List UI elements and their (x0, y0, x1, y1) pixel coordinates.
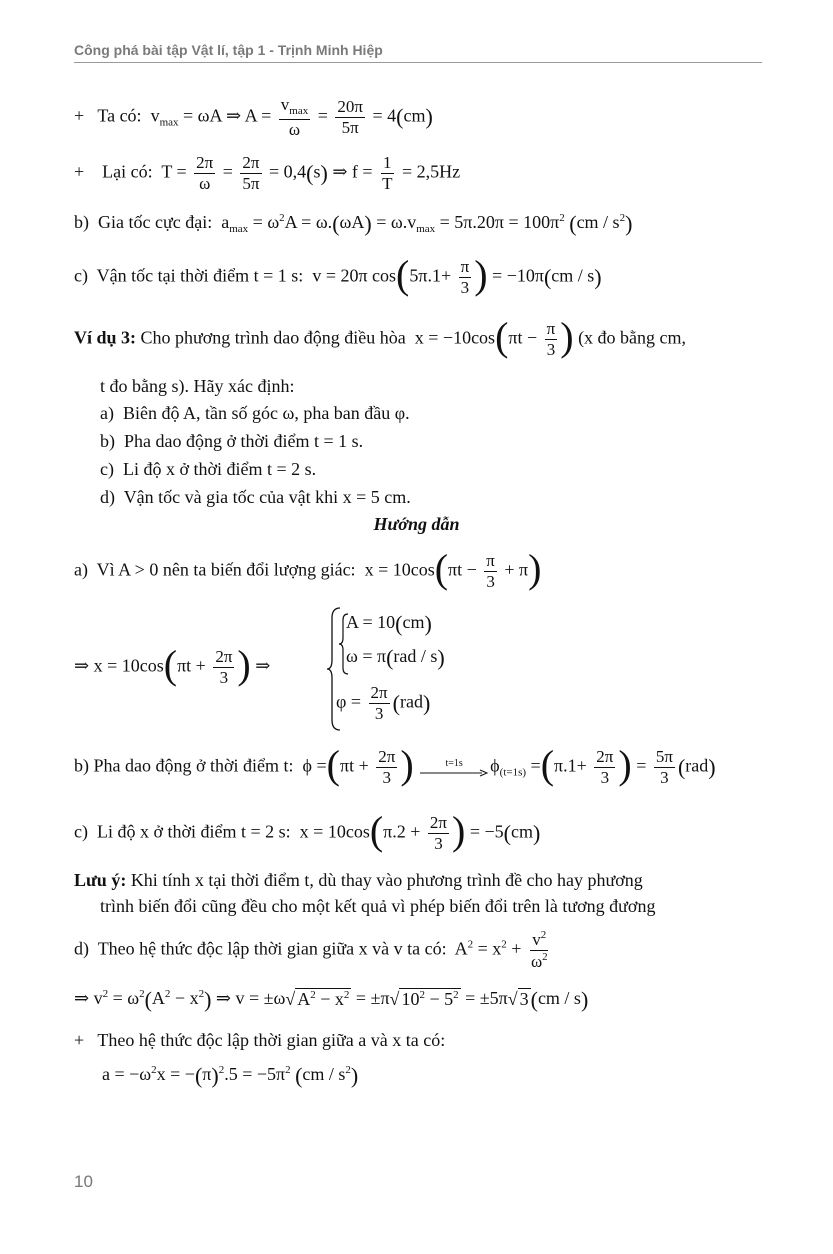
guide-heading: Hướng dẫn (373, 514, 460, 534)
fraction: $\frac{2\pi}{3}$ (429, 813, 447, 853)
note-line2: trình biến đổi cũng đều cho một kết quả vì phép biến đổi trên là tương đương (100, 896, 656, 916)
fraction: $\frac{1}{T}$ (382, 153, 393, 193)
sqrt-sign: √ 3 (507, 989, 529, 1010)
fraction: $\frac{v^2}{\omega^2}$ (530, 929, 548, 971)
example-3-line2: t đo bằng s). Hãy xác định: (100, 376, 295, 396)
fraction: $\frac{2\pi}{3}$ (215, 647, 233, 687)
eq-line-amax: b) Gia tốc cực đại: $a_{max} = \omega^2A = \omega.(\omega A) = \omega.v_{max} = 5\pi.20\pi = 100\pi^2$ $(cm / s^2)$ (74, 210, 633, 236)
fraction: $\frac{20\pi}{5\pi}$ (337, 96, 363, 137)
fraction: $\frac{\pi}{3}$ (460, 257, 470, 297)
solution-e-line2: $a = -\omega^2x = -(\pi)^2.5 = -5\pi^2$ $(cm / s^2)$ (102, 1062, 359, 1088)
sqrt-sign: √ $10^2 - 5^2$ (389, 989, 459, 1010)
solution-d-line2: ⇒ $v^2 = \omega^2(A^2 - x^2)$ ⇒ v = ±ω√ $A^2 - x^2 = \pm\pi√$ $10^2 - 5^2 = \pm 5\pi√$ 3(cm / s) (74, 986, 589, 1012)
fraction: $\frac{2\pi}{5\pi}$ (242, 153, 260, 193)
fraction: $\frac{\pi}{3}$ (546, 319, 556, 359)
running-header: Công phá bài tập Vật lí, tập 1 - Trịnh Minh Hiệp (74, 42, 762, 63)
solution-a-line1: a) Vì A > 0 nên ta biến đổi lượng giác: x = 10cos(πt − $\frac{\pi}{3}$ + π) (74, 546, 542, 592)
page-number: 10 (74, 1172, 93, 1191)
solution-d-line1: d) Theo hệ thức độc lập thời gian giữa x và v ta có: $A^2 = x^2$ + $\frac{v^2}{\omega^2}$ (74, 929, 548, 971)
eq-line-velocity: c) Vận tốc tại thời điểm t = 1 s: v = 20π cos(5π.1+ $\frac{\pi}{3}$ ) = −10π(cm / s) (74, 252, 602, 298)
solution-b: b) Pha dao động ở thời điểm t: ϕ =(πt + $\frac{2\pi}{3}$ ) t=1s $\phi_{(t=1s)} =(\pi.1+$ $\frac{2\pi}{3}$ ) = $\frac{5\pi}{3}$ (rad) (74, 742, 716, 788)
solution-c: c) Li độ x ở thời điểm t = 2 s: x = 10cos(π.2 + $\frac{2\pi}{3}$ ) = −5(cm) (74, 808, 541, 854)
example-3-statement: Ví dụ 3: Cho phương trình dao động điều hòa x = −10cos(πt − $\frac{\pi}{3}$ ) (x đo bằng cm, (74, 314, 687, 360)
fraction: $\frac{\pi}{3}$ (486, 551, 495, 591)
sqrt-sign: √ $A^2 - x^2$ (285, 989, 350, 1010)
solution-e-line1: + Theo hệ thức độc lập thời gian giữa a và x ta có: (74, 1030, 446, 1050)
question-a: a) Biên độ A, tần số góc ω, pha ban đầu φ. (100, 403, 410, 423)
long-arrow-icon: t=1s (420, 758, 488, 777)
question-d: d) Vận tốc và gia tốc của vật khi x = 5 cm. (100, 487, 411, 507)
parameter-system: A = 10(cm) ω = π(rad / s) φ = $\frac{2\pi}{3}$ (rad) (326, 606, 466, 732)
eq-line-period: + Lại có: T = $\frac{2\pi}{\omega}$ = $\frac{2\pi}{5\pi}$ = 0,4(s) ⇒ f = $\frac{1}{T}$ = 2,5Hz (74, 153, 461, 193)
fraction: $\frac{v_{max}}{\omega}$ (280, 95, 309, 139)
fraction: $\frac{5\pi}{3}$ (655, 747, 673, 787)
question-b: b) Pha dao động ở thời điểm t = 1 s. (100, 431, 364, 451)
eq-line-vmax: + Ta có: $v_{max} = \omega A$ ⇒ A = $\frac{v_{max}}{\omega}$ = $\frac{20\pi}{5\pi}$ = 4(cm) (74, 95, 433, 139)
fraction: $\frac{2\pi}{3}$ (370, 683, 388, 723)
fraction: $\frac{2\pi}{3}$ (378, 747, 396, 787)
fraction: $\frac{2\pi}{\omega}$ (196, 153, 214, 193)
solution-a-line2: ⇒ x = 10cos(πt + $\frac{2\pi}{3}$ ) ⇒ (74, 642, 271, 688)
question-c: c) Li độ x ở thời điểm t = 2 s. (100, 459, 317, 479)
fraction: $\frac{2\pi}{3}$ (596, 747, 614, 787)
note-line1: Lưu ý: Khi tính x tại thời điểm t, dù thay vào phương trình đề cho hay phương (74, 870, 643, 890)
